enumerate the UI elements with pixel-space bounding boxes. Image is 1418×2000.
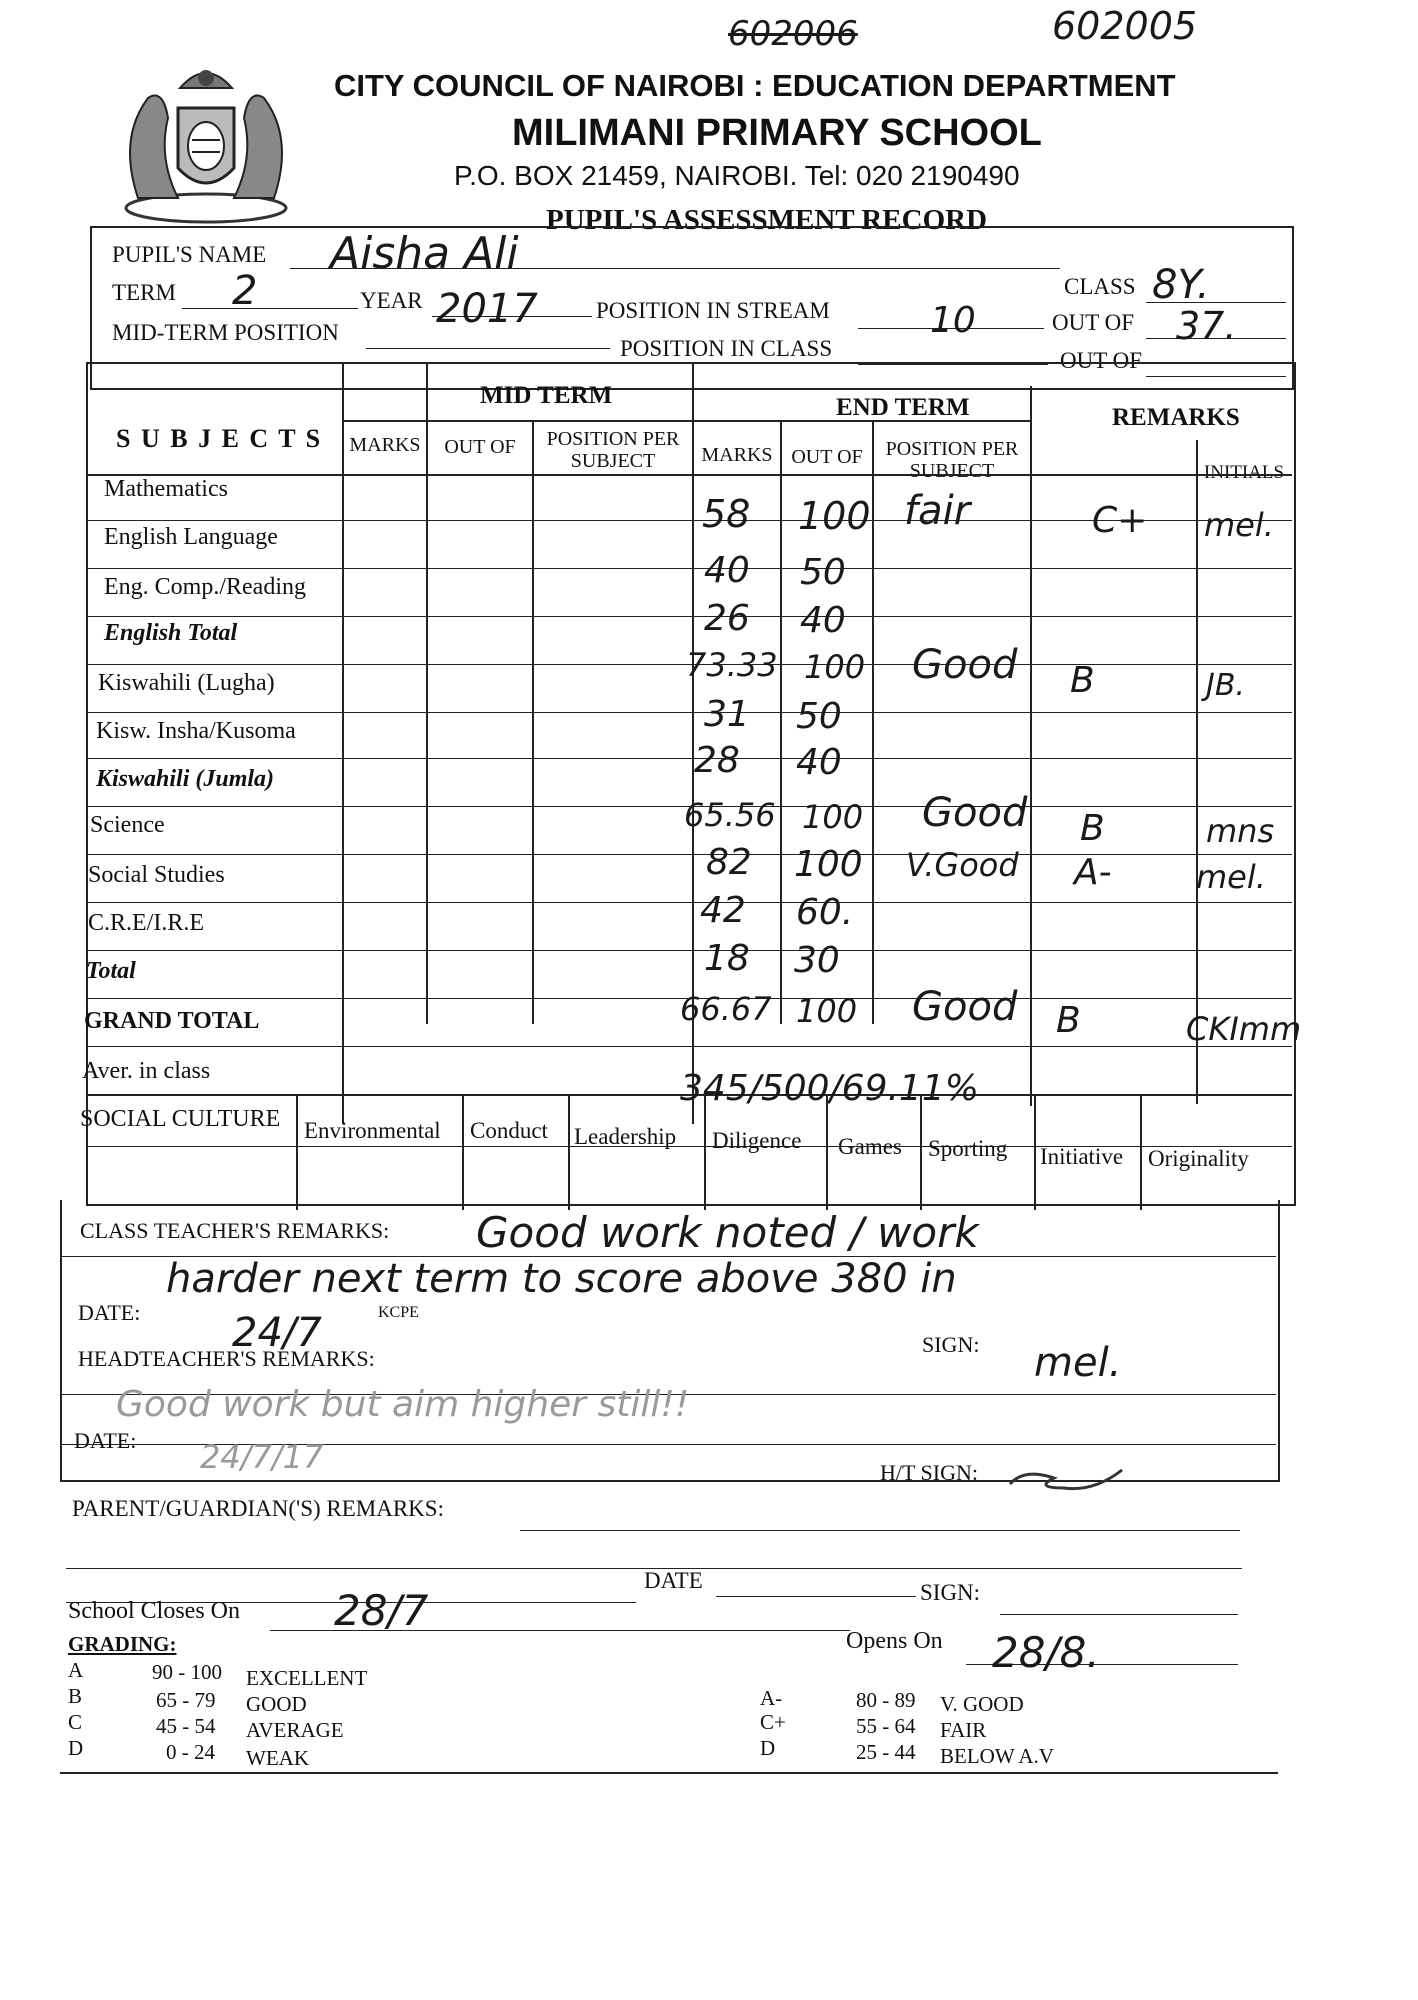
subject-grand-total: GRAND TOTAL: [84, 1008, 260, 1034]
remarks-header: REMARKS: [1112, 404, 1240, 431]
pupil-name-value: Aisha Ali: [330, 228, 519, 279]
insha-marks: 28: [694, 740, 740, 781]
headteacher-signature: [1004, 1458, 1134, 1502]
year-value: 2017: [436, 286, 538, 332]
mid-out-of-header: OUT OF: [444, 436, 516, 458]
jumla-grade: B: [1080, 808, 1105, 849]
headteacher-date-label: DATE:: [74, 1428, 137, 1453]
culture-conduct: Conduct: [470, 1118, 548, 1143]
grade-d-right-desc: BELOW A.V: [940, 1744, 1054, 1768]
science-initials: mel.: [1196, 858, 1266, 896]
subject-english-language: English Language: [104, 524, 278, 550]
subject-science: Science: [90, 812, 165, 838]
end-marks-header: MARKS: [701, 444, 773, 466]
grade-c-plus-range: 55 - 64: [856, 1714, 916, 1738]
math-initials: mel.: [1204, 506, 1274, 544]
jumla-initials: mns: [1206, 812, 1275, 850]
headteacher-sign-label: H/T SIGN:: [880, 1460, 978, 1485]
school-name: MILIMANI PRIMARY SCHOOL: [512, 112, 1042, 154]
mid-term-header: MID TERM: [480, 382, 613, 409]
engtotal-initials: JB.: [1206, 668, 1245, 703]
engtotal-grade: B: [1070, 660, 1095, 701]
english-marks: 40: [704, 550, 750, 591]
grade-a-minus-desc: V. GOOD: [940, 1692, 1024, 1716]
grade-c-range: 45 - 54: [156, 1714, 216, 1738]
grade-c: C: [68, 1710, 83, 1734]
grade-a-minus: A-: [760, 1686, 783, 1710]
subject-kiswahili-jumla: Kiswahili (Jumla): [96, 766, 275, 792]
class-teacher-date-label: DATE:: [78, 1300, 141, 1325]
subject-cre-ire: C.R.E/I.R.E: [88, 910, 205, 936]
parent-sign-label: SIGN:: [920, 1580, 981, 1605]
insha-out-of: 40: [796, 742, 842, 783]
grade-a-range: 90 - 100: [152, 1660, 222, 1684]
math-marks: 58: [702, 492, 751, 536]
class-teacher-sign: mel.: [1034, 1340, 1122, 1386]
position-in-class-label: POSITION IN CLASS: [620, 336, 833, 361]
engtotal-position: Good: [912, 642, 1018, 688]
subject-kiswahili-lugha: Kiswahili (Lugha): [98, 670, 275, 696]
school-opens-date: 28/8.: [992, 1628, 1100, 1677]
council-title: CITY COUNCIL OF NAIROBI : EDUCATION DEPARTMENT: [334, 68, 1176, 103]
culture-initiative: Initiative: [1040, 1144, 1124, 1169]
class-teacher-remarks-label: CLASS TEACHER'S REMARKS:: [80, 1218, 390, 1243]
record-title: PUPIL'S ASSESSMENT RECORD: [546, 204, 988, 236]
pupil-name-label: PUPIL'S NAME: [112, 242, 267, 267]
parent-date-label: DATE: [644, 1568, 703, 1593]
grade-b-range: 65 - 79: [156, 1688, 216, 1712]
culture-originality: Originality: [1148, 1146, 1249, 1171]
initials-header: INITIALS: [1203, 462, 1285, 483]
subject-eng-comp: Eng. Comp./Reading: [104, 574, 306, 600]
kcpe-note: KCPE: [378, 1304, 419, 1321]
end-position-header: POSITION PER SUBJECT: [885, 438, 1019, 482]
total-grade: B: [1056, 1000, 1081, 1041]
year-label: YEAR: [360, 288, 423, 313]
grade-d: D: [68, 1736, 84, 1760]
struck-number: 602006: [728, 14, 858, 54]
social-culture-label: SOCIAL CULTURE: [80, 1106, 281, 1132]
grade-d-desc: WEAK: [246, 1746, 309, 1770]
grade-d-right: D: [760, 1736, 776, 1760]
grade-a-desc: EXCELLENT: [246, 1666, 368, 1690]
class-teacher-date: 24/7: [232, 1310, 322, 1356]
total-marks: 66.67: [680, 990, 772, 1028]
out-of-value: 37.: [1176, 304, 1237, 348]
math-position: fair: [904, 488, 971, 534]
subjects-header: S U B J E C T S: [116, 424, 323, 453]
math-grade: C+: [1092, 500, 1148, 541]
social-out-of: 60.: [796, 892, 854, 933]
class-value: 8Y.: [1152, 262, 1210, 308]
english-out-of: 50: [800, 552, 846, 593]
grade-d-right-range: 25 - 44: [856, 1740, 916, 1764]
jumla-marks: 65.56: [684, 796, 776, 834]
subject-social-studies: Social Studies: [88, 862, 225, 888]
mid-marks-header: MARKS: [349, 434, 421, 456]
class-teacher-sign-label: SIGN:: [922, 1332, 980, 1357]
class-teacher-remark-line1: Good work noted / work: [476, 1208, 979, 1257]
position-in-stream-value: 10: [930, 300, 976, 341]
class-teacher-remark-line2: harder next term to score above 380 in: [166, 1256, 957, 1302]
headteacher-remarks-label: HEADTEACHER'S REMARKS:: [78, 1346, 375, 1371]
grade-b: B: [68, 1684, 83, 1708]
lugha-marks: 31: [704, 694, 750, 735]
total-position: Good: [912, 984, 1018, 1030]
jumla-out-of: 100: [802, 798, 864, 836]
cre-marks: 18: [704, 938, 750, 979]
total-out-of: 100: [796, 992, 858, 1030]
jumla-position: Good: [922, 790, 1028, 836]
culture-environmental: Environmental: [304, 1118, 441, 1143]
science-grade: A-: [1074, 852, 1112, 893]
engtotal-out-of: 100: [804, 648, 866, 686]
science-position: V.Good: [906, 846, 1019, 884]
term-label: TERM: [112, 280, 176, 305]
midterm-position-label: MID-TERM POSITION: [112, 320, 339, 345]
out-of-label: OUT OF: [1052, 310, 1135, 335]
grade-c-plus: C+: [760, 1710, 786, 1734]
headteacher-remark: Good work but aim higher still!!: [116, 1384, 690, 1425]
document-number: 602005: [1052, 4, 1198, 48]
council-crest-seal: [108, 48, 304, 228]
end-out-of-header: OUT OF: [791, 446, 863, 468]
grading-title: GRADING:: [68, 1632, 177, 1656]
school-address: P.O. BOX 21459, NAIROBI. Tel: 020 2190490: [454, 160, 1020, 191]
culture-diligence: Diligence: [712, 1128, 802, 1153]
grade-a-minus-range: 80 - 89: [856, 1688, 916, 1712]
subject-average-in-class: Aver. in class: [82, 1058, 211, 1084]
subject-total: Total: [86, 958, 136, 984]
out-of-label-2: OUT OF: [1060, 348, 1143, 373]
math-out-of: 100: [798, 494, 871, 538]
end-term-header: END TERM: [836, 394, 970, 421]
grade-d-range: 0 - 24: [166, 1740, 215, 1764]
science-marks: 82: [706, 842, 752, 883]
term-value: 2: [232, 268, 258, 314]
grade-c-plus-desc: FAIR: [940, 1718, 987, 1742]
grand-total-marks: 345/500/69.11%: [680, 1068, 979, 1109]
culture-sporting: Sporting: [928, 1136, 1008, 1161]
position-in-stream-label: POSITION IN STREAM: [596, 298, 830, 323]
grade-b-desc: GOOD: [246, 1692, 307, 1716]
grade-a: A: [68, 1658, 84, 1682]
culture-leadership: Leadership: [574, 1124, 677, 1149]
grade-c-desc: AVERAGE: [246, 1718, 344, 1742]
school-closes-date: 28/7: [334, 1586, 429, 1635]
class-label: CLASS: [1064, 274, 1136, 299]
headteacher-date: 24/7/17: [200, 1438, 324, 1476]
engcomp-marks: 26: [704, 598, 750, 639]
social-marks: 42: [700, 890, 746, 931]
school-opens-label: Opens On: [846, 1628, 943, 1654]
subject-english-total: English Total: [104, 620, 238, 646]
engcomp-out-of: 40: [800, 600, 846, 641]
cre-out-of: 30: [794, 940, 840, 981]
engtotal-marks: 73.33: [686, 646, 778, 684]
parent-remarks-label: PARENT/GUARDIAN('S) REMARKS:: [72, 1496, 444, 1521]
school-closes-label: School Closes On: [68, 1598, 241, 1624]
total-initials: CKImm: [1186, 1010, 1302, 1048]
mid-position-header: POSITION PER SUBJECT: [546, 428, 680, 472]
subject-kisw-insha: Kisw. Insha/Kusoma: [96, 718, 296, 744]
culture-games: Games: [838, 1134, 902, 1159]
lugha-out-of: 50: [796, 696, 842, 737]
subject-mathematics: Mathematics: [104, 476, 228, 502]
science-out-of: 100: [794, 844, 863, 885]
